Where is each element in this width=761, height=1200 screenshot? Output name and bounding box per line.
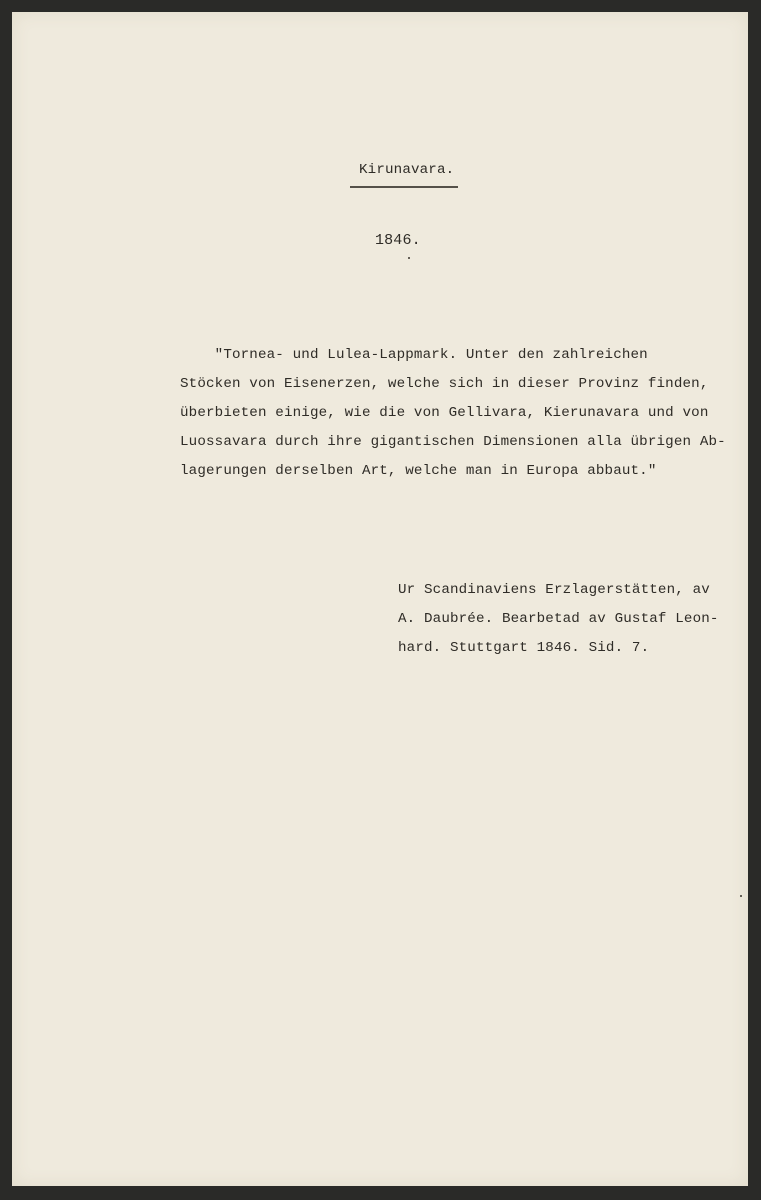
document-title: Kirunavara. bbox=[359, 162, 455, 178]
document-page bbox=[12, 12, 748, 1186]
quote-line: Luossavara durch ihre gigantischen Dimensionen alla übrigen Ab- bbox=[180, 434, 726, 450]
quote-line: überbieten einige, wie die von Gellivara, Kierunavara und von bbox=[180, 405, 709, 421]
citation-line: hard. Stuttgart 1846. Sid. 7. bbox=[398, 640, 650, 656]
ink-speck bbox=[408, 257, 410, 259]
document-year: 1846. bbox=[375, 232, 421, 249]
title-underline bbox=[350, 186, 458, 188]
quote-line: "Tornea- und Lulea-Lappmark. Unter den zahlreichen bbox=[180, 347, 648, 363]
ink-speck bbox=[740, 895, 742, 897]
quote-line: Stöcken von Eisenerzen, welche sich in dieser Provinz finden, bbox=[180, 376, 709, 392]
citation-line: A. Daubrée. Bearbetad av Gustaf Leon- bbox=[398, 611, 719, 627]
citation-line: Ur Scandinaviens Erzlagerstätten, av bbox=[398, 582, 710, 598]
quote-line: lagerungen derselben Art, welche man in Europa abbaut." bbox=[180, 463, 657, 479]
